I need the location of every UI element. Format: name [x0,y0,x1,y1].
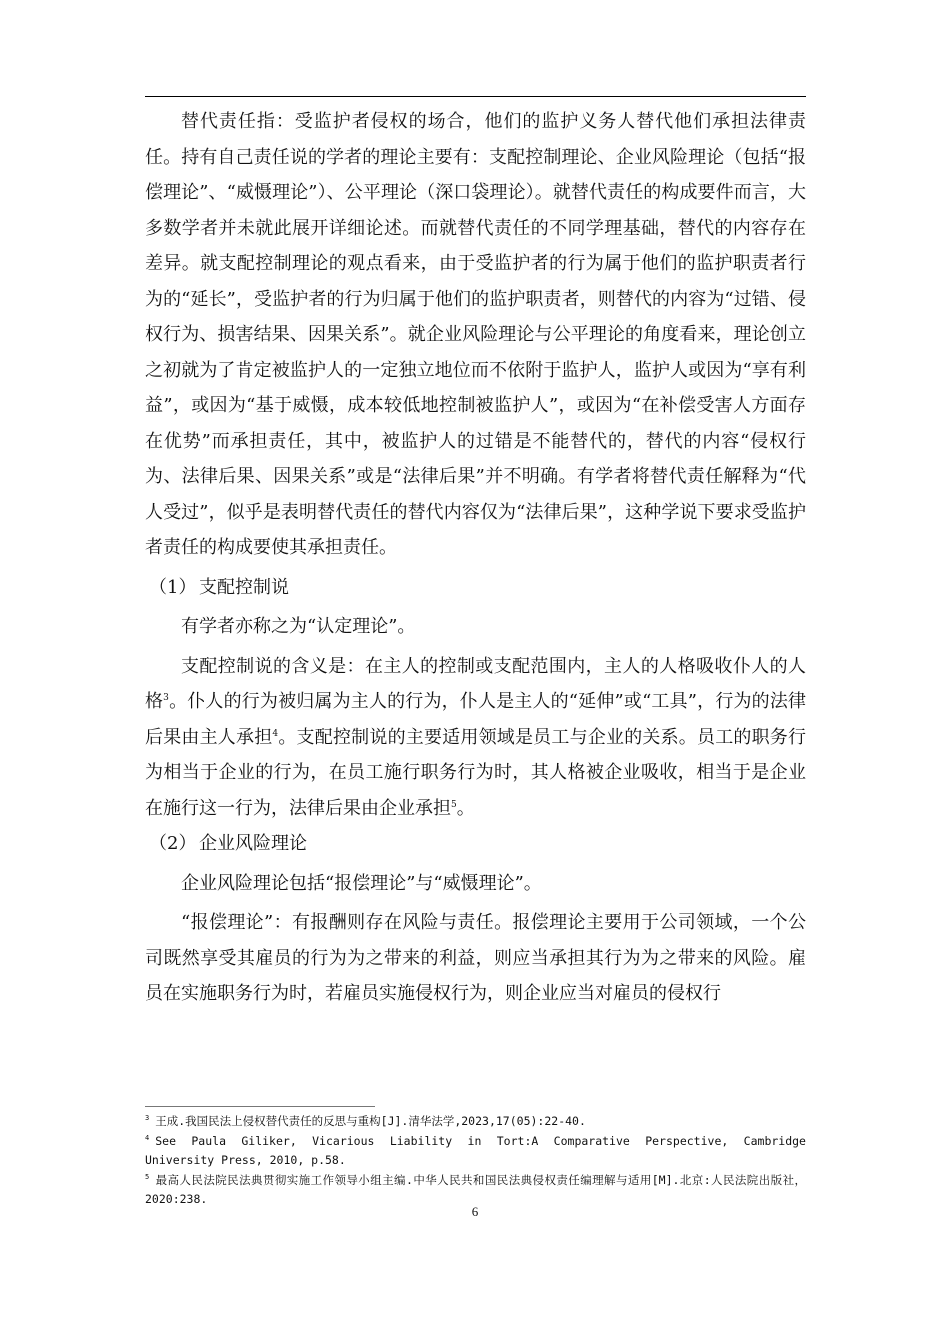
footnote-4 [145,1132,806,1171]
section-title: 支配控制说 [199,576,289,598]
paragraph-vicarious-liability: 替代责任指：受监护者侵权的场合，他们的监护义务人替代他们承担法律责任。持有自己责任说的学者的理论主要有：支配控制理论、企业风险理论（包括“报偿理论”、“威慑理论”）、公平理论（深口袋理论）。就替代责任的构成要件而言，大多数学者并未就此展开详细论述。而就替代责任的不同学理基础，替代的内容存在差异。就支配控制理论的观点看来，由于受监护者的行为属于他们的监护职责者行为的“延长”，受监护者的行为归属于他们的监护职责者，则替代的内容为“过错、侵权行为、损害结果、因果关系”。就企业风险理论与公平理论的角度看来，理论创立之初就为了肯定被监护人的一定独立地位而不依附于监护人，监护人或因为“享有利益”，或因为“基于威慑，成本较低地控制被监护人”，或因为“在补偿受害人方面存在优势”而承担责任，其中，被监护人的过错是不能替代的，替代的内容“侵权行为、法律后果、因果关系”或是“法律后果”并不明确。有学者将替代责任解释为“代人受过”，似乎是表明替代责任的替代内容仅为“法律后果”，这种学说下要求受监护者责任的构成要使其承担责任。 [145,111,806,558]
page-number: 6 [471,1204,479,1219]
paragraph-compensation-theory: “报偿理论”：有报酬则存在风险与责任。报偿理论主要用于公司领域，一个公司既然享受其雇员的行为为之带来的利益，则应当承担其行为为之带来的风险。雇员在实施职务行为时，若雇员实施侵权行为，则企业应当对雇员的侵权行 [145,912,806,1004]
text-run: 支配控制说的含义是：在主人的控制或支配范围内，主人的人格吸收仆人的人格 [145,655,806,712]
footnote-3 [145,1112,806,1132]
section-number: （2） [149,833,197,854]
footnote-mark: 3 [145,1114,150,1123]
text-run: 。支配控制说的主要适用领域是员工与企业的关系。员工的职务行为相当于企业的行为，在员工施行职务行为时，其人格被企业吸收，相当于是企业在施行这一行为，法律后果由企业承担 [145,726,807,819]
footnote-mark: 4 [145,1133,150,1142]
footnote-text: 王成.我国民法上侵权替代责任的反思与重构[J].清华法学,2023,17(05):22-40. [155,1114,586,1128]
section-heading-control-theory [145,570,806,606]
paragraph-control-definition [145,649,806,827]
footnote-ref-5[interactable]: 5 [451,799,457,810]
text-run: 。仆人的行为被归属为主人的行为，仆人是主人的“延伸”或“工具”，行为的法律后果由主人承担 [145,691,806,748]
section-title: 企业风险理论 [199,833,307,854]
header-rule [145,96,806,97]
footnotes [145,1112,806,1210]
paragraph-control-alias: 有学者亦称之为“认定理论”。 [181,616,416,637]
footnote-ref-4[interactable]: 4 [272,728,279,739]
footnote-mark: 5 [145,1172,150,1181]
footnote-text: See Paula Giliker, Vicarious Liability in Tort:A Comparative Perspective, Cambridge University Press, 2010, p.58. [145,1133,806,1167]
footnote-separator [145,1106,375,1107]
text-run: 。 [456,797,475,819]
footnote-ref-3[interactable]: 3 [163,693,169,703]
section-number: （1） [149,576,197,598]
footnote-text: 最高人民法院民法典贯彻实施工作领导小组主编.中华人民共和国民法典侵权责任编理解与适用[M].北京:人民法院出版社，2020:238. [145,1172,806,1206]
paragraph-enterprise-risk: 企业风险理论包括“报偿理论”与“威慑理论”。 [181,872,542,894]
section-heading-enterprise-risk [145,826,806,862]
page-body [145,104,806,1012]
